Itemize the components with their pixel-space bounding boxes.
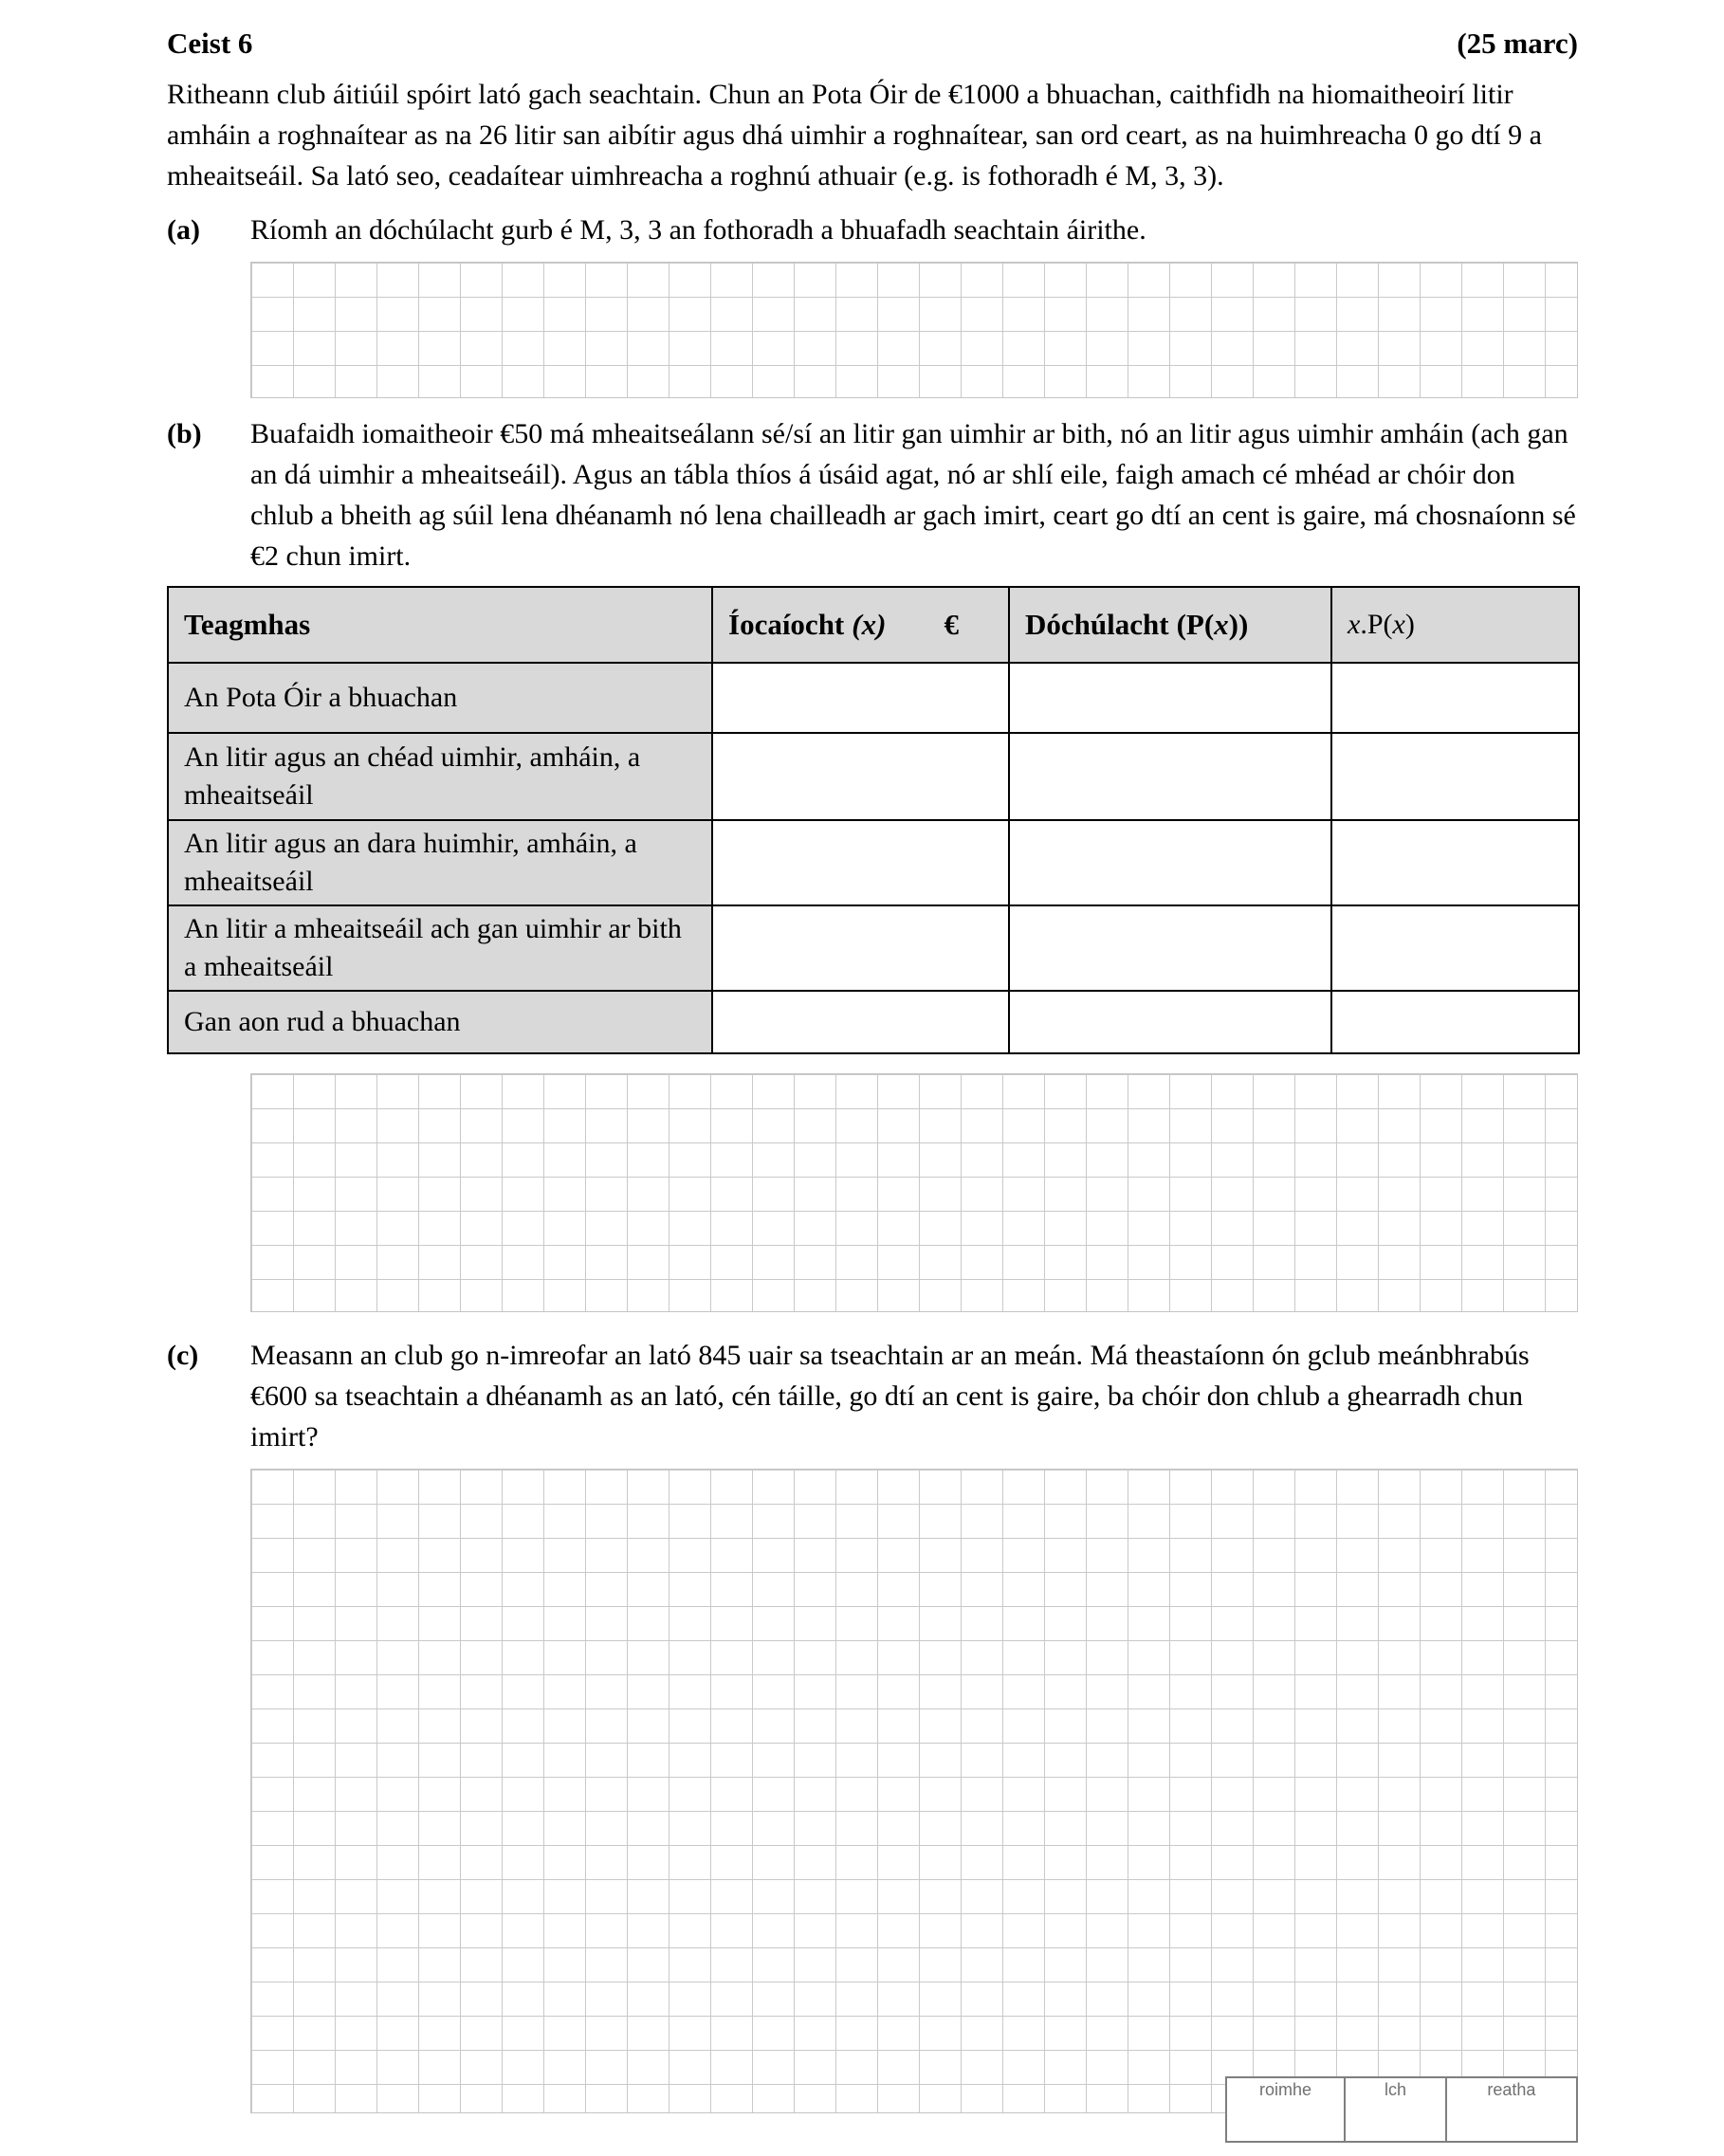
answer-cell-payment [712, 905, 1009, 991]
footer-label-page: lch [1384, 2080, 1406, 2099]
row-label-pota-oir: An Pota Óir a bhuachan [168, 663, 712, 733]
paren-close: )) [1228, 608, 1249, 641]
intro-paragraph: Ritheann club áitiúil spóirt lató gach seachtain. Chun an Pota Óir de €1000 a bhuachan, caithfidh na hiomaitheoirí litir amháin a roghnaítear as na 26 litir san aibítir agus dhá uimhir a roghnaítear, san ord ceart, as na huimhreacha 0 go dtí 9 a mheaitseáil. Sa lató seo, ceadaítear uimhreacha a roghnú athuair (e.g. is fothoradh é M, 3, 3). [167, 79, 1542, 192]
table-row [168, 733, 1579, 820]
variable-x: x [1392, 609, 1405, 640]
answer-cell-payment [712, 733, 1009, 820]
header-xpx [1331, 587, 1579, 663]
answer-cell-xpx [1331, 663, 1579, 733]
answer-cell-probability [1009, 820, 1331, 905]
footer-cell-current [1447, 2078, 1576, 2141]
footer-cell-page [1346, 2078, 1447, 2141]
answer-cell-xpx [1331, 991, 1579, 1053]
paren-open: (P( [1176, 608, 1215, 641]
xpx-mid: .P( [1360, 609, 1393, 640]
answer-grid-a [250, 262, 1578, 398]
answer-cell-probability [1009, 733, 1331, 820]
part-b-text: Buafaidh iomaitheoir €50 má mheaitseálann sé/sí an litir gan uimhir ar bith, nó an litir agus uimhir amháin (ach gan an dá uimhir a mheaitseáil). Agus an tábla thíos á úsáid agat, nó ar shlí eile, faigh amach cé mhéad ar chóir don chlub a bheith ag súil lena dhéanamh nó lena chailleadh ar gach imirt, ceart go dtí an cent is gaire, má chosnaíonn sé €2 chun imirt. [250, 418, 1576, 572]
table-row [168, 991, 1579, 1053]
question-number: Ceist 6 [167, 27, 253, 60]
page-navigation-footer [1225, 2076, 1578, 2143]
answer-cell-probability [1009, 905, 1331, 991]
footer-label-current: reatha [1487, 2080, 1536, 2099]
row-label-litir-gan-uimhir: An litir a mheaitseáil ach gan uimhir ar bith a mheaitseáil [168, 905, 712, 991]
part-a-text: Ríomh an dóchúlacht gurb é M, 3, 3 an fothoradh a bhuafadh seachtain áirithe. [250, 214, 1146, 246]
part-a-label: (a) [167, 214, 200, 246]
part-a [167, 210, 1578, 250]
question-header [167, 25, 1578, 63]
answer-cell-payment [712, 820, 1009, 905]
answer-cell-payment [712, 663, 1009, 733]
row-label-litir-dara-huimhir: An litir agus an dara huimhir, amháin, a mheaitseáil [168, 820, 712, 905]
answer-grid-b [250, 1073, 1578, 1312]
answer-cell-xpx [1331, 820, 1579, 905]
table-header-row [168, 587, 1579, 663]
question-marks: (25 marc) [1457, 27, 1578, 60]
answer-cell-xpx [1331, 733, 1579, 820]
table-row [168, 820, 1579, 905]
answer-cell-probability [1009, 991, 1331, 1053]
row-label-litir-chead-uimhir: An litir agus an chéad uimhir, amháin, a mheaitseáil [168, 733, 712, 820]
header-iocaiocht-variable: (x) [852, 608, 887, 641]
part-b [167, 413, 1578, 576]
variable-x: x [1214, 608, 1229, 641]
part-c [167, 1335, 1578, 1457]
header-iocaiocht-label: Íocaíocht [728, 608, 845, 641]
header-dochulacht-expression [1177, 608, 1249, 642]
table-row [168, 663, 1579, 733]
part-b-label: (b) [167, 418, 202, 449]
header-teagmhas [168, 587, 712, 663]
answer-cell-payment [712, 991, 1009, 1053]
header-dochulacht [1009, 587, 1331, 663]
probability-table [167, 586, 1580, 1054]
row-label-gan-aon-rud: Gan aon rud a bhuachan [168, 991, 712, 1053]
footer-label-previous: roimhe [1259, 2080, 1312, 2099]
footer-cell-previous [1227, 2078, 1346, 2141]
header-dochulacht-label: Dóchúlacht [1025, 608, 1169, 641]
part-c-text: Measann an club go n-imreofar an lató 845 uair sa tseachtain ar an meán. Má theastaíonn ón gclub meánbhrabús €600 sa tseachtain a dhéanamh as an lató, cén táille, go dtí an cent is gaire, ba chóir don chlub a ghearradh chun imirt? [250, 1340, 1530, 1453]
answer-cell-probability [1009, 663, 1331, 733]
variable-x: x [1348, 609, 1361, 640]
euro-symbol: € [944, 608, 959, 641]
answer-cell-xpx [1331, 905, 1579, 991]
part-c-label: (c) [167, 1340, 199, 1371]
header-teagmhas-label: Teagmhas [184, 608, 311, 641]
answer-grid-c [250, 1469, 1578, 2113]
header-iocaiocht [712, 587, 1009, 663]
paren-close: ) [1404, 609, 1415, 640]
table-row [168, 905, 1579, 991]
